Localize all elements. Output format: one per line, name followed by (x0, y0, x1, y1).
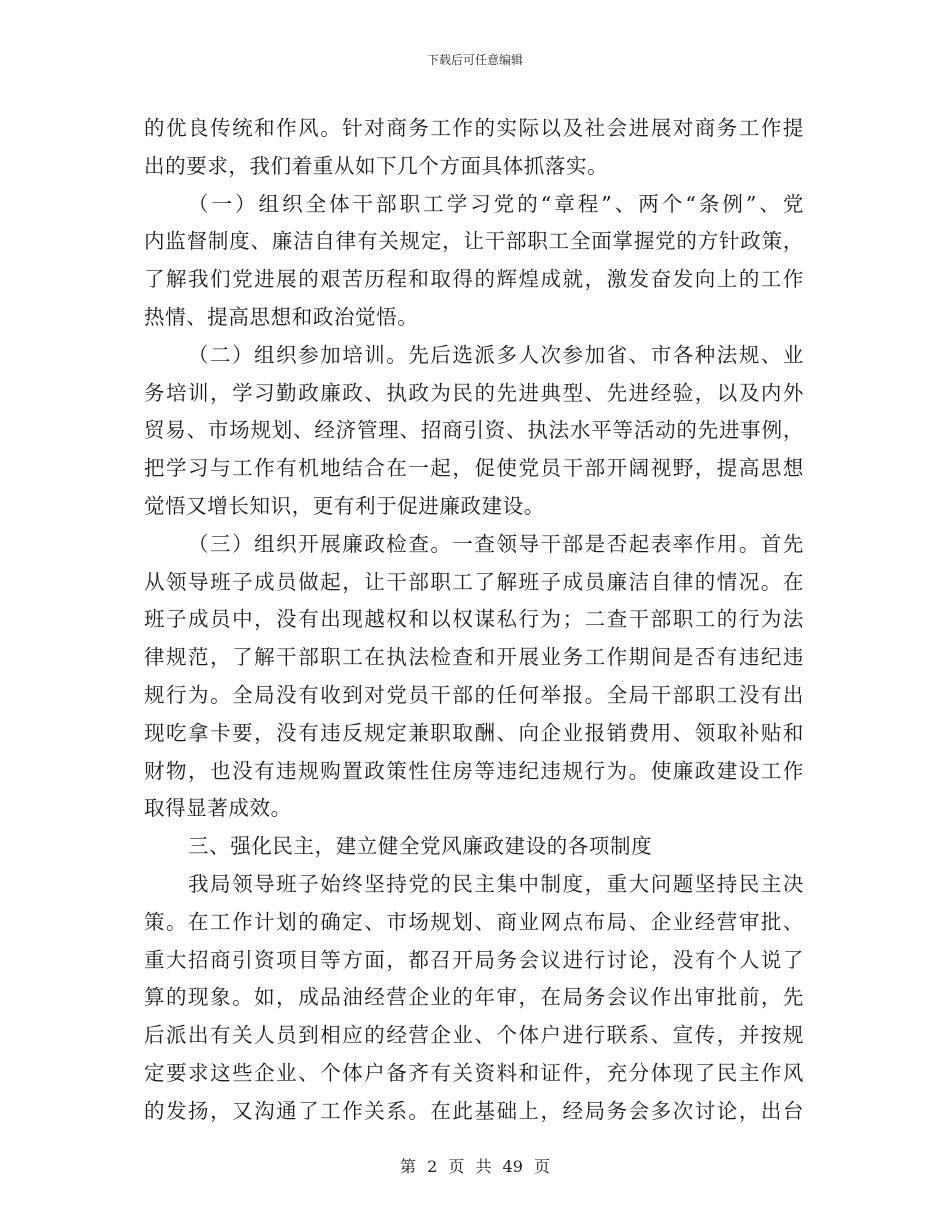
text-line: 律规范，了解干部职工在执法检查和开展业务工作期间是否有违纪违 (144, 645, 804, 670)
page-footer: 第 2 页 共 49 页 (400, 1157, 550, 1176)
text-line: 的优良传统和作风。针对商务工作的实际以及社会进展对商务工作提 (144, 116, 804, 140)
text-line: 的发扬，又沟通了工作关系。在此基础上，经局务会多次讨论，出台 (144, 1098, 804, 1123)
text-line: （一）组织全体干部职工学习党的“章程”、两个“条例”、党 (188, 191, 804, 216)
text-line: （三）组织开展廉政检查。一查领导干部是否起表率作用。首先 (188, 531, 804, 556)
text-line: （二）组织参加培训。先后选派多人次参加省、市各种法规、业 (188, 342, 804, 367)
text-line: 班子成员中，没有出现越权和以权谋私行为；二查干部职工的行为法 (144, 607, 804, 632)
text-line: 取得显著成效。 (144, 796, 292, 821)
text-line: 规行为。全局没有收到对党员干部的任何举报。全局干部职工没有出 (144, 682, 804, 707)
text-line: 贸易、市场规划、经济管理、招商引资、执法水平等活动的先进事例， (144, 418, 804, 443)
text-line: 策。在工作计划的确定、市场规划、商业网点布局、企业经营审批、 (144, 909, 804, 934)
text-line: 算的现象。如，成品油经营企业的年审，在局务会议作出审批前，先 (144, 985, 804, 1010)
text-line: 定要求这些企业、个体户备齐有关资料和证件，充分体现了民主作风 (144, 1060, 804, 1085)
text-line: 觉悟又增长知识，更有利于促进廉政建设。 (144, 493, 545, 518)
body-text (144, 110, 804, 1131)
text-line: 从领导班子成员做起，让干部职工了解班子成员廉洁自律的情况。在 (144, 569, 804, 594)
text-line: 现吃拿卡要，没有违反规定兼职取酬、向企业报销费用、领取补贴和 (144, 720, 804, 745)
page-header: 下载后可任意编辑 (426, 53, 523, 67)
text-line: 财物，也没有违规购置政策性住房等违纪违规行为。使廉政建设工作 (144, 758, 804, 783)
text-line: 后派出有关人员到相应的经营企业、个体户进行联系、宣传，并按规 (144, 1023, 804, 1048)
text-line: 我局领导班子始终坚持党的民主集中制度，重大问题坚持民主决 (188, 871, 804, 896)
text-line: 三、强化民主，建立健全党风廉政建设的各项制度 (188, 834, 653, 859)
text-line: 出的要求，我们着重从如下几个方面具体抓落实。 (144, 153, 609, 178)
text-line: 内监督制度、廉洁自律有关规定，让干部职工全面掌握党的方针政策， (144, 229, 804, 254)
text-line: 把学习与工作有机地结合在一起，促使党员干部开阔视野，提高思想 (144, 456, 804, 481)
text-line: 热情、提高思想和政治觉悟。 (144, 304, 419, 329)
text-line: 重大招商引资项目等方面，都召开局务会议进行讨论，没有个人说了 (144, 947, 804, 972)
text-line: 了解我们党进展的艰苦历程和取得的辉煌成就，激发奋发向上的工作 (144, 267, 804, 292)
text-line: 务培训，学习勤政廉政、执政为民的先进典型、先进经验，以及内外 (144, 380, 804, 405)
